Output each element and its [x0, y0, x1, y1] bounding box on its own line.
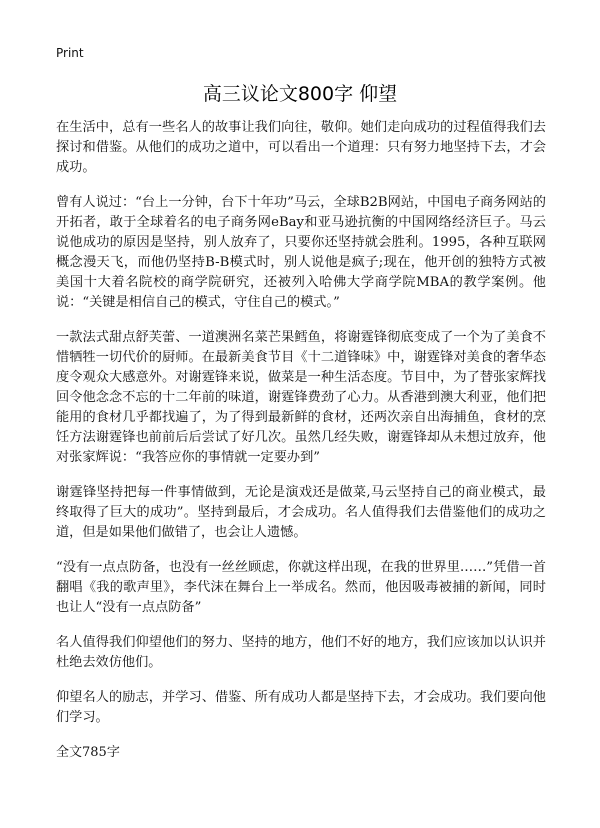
page-title: 高三议论文800字 仰望	[202, 83, 398, 105]
print-link[interactable]: Print	[56, 46, 84, 60]
paragraph-7: 仰望名人的励志，并学习、借鉴、所有成功人都是坚持下去，才会成功。我们要向他们学习。	[56, 690, 546, 725]
article-body	[56, 118, 546, 763]
paragraph-6: 名人值得我们仰望他们的努力、坚持的地方，他们不好的地方，我们应该加以认识并杜绝去效仿他们。	[56, 635, 546, 670]
paragraph-5: “没有一点点防备，也没有一丝丝顾虑，你就这样出现，在我的世界里……”凭借一首翻唱《我的歌声里》，李代沫在舞台上一举成名。然而，他因吸毒被捕的新闻，同时也让人“没有一点点防备”	[56, 560, 546, 615]
paragraph-4: 谢霆锋坚持把每一件事情做到，无论是演戏还是做菜,马云坚持自己的商业模式，最终取得了巨大的成功”。坚持到最后，才会成功。名人值得我们去借鉴他们的成功之道，但是如果他们做错了，也会让人遗憾。	[56, 485, 546, 540]
paragraph-1: 在生活中，总有一些名人的故事让我们向往，敬仰。她们走向成功的过程值得我们去探讨和借鉴。从他们的成功之道中，可以看出一个道理：只有努力地坚持下去，才会成功。	[56, 120, 546, 175]
paragraph-3: 一款法式甜点舒芙蕾、一道澳洲名菜芒果鳕鱼，将谢霆锋彻底变成了一个为了美食不惜牺牲一切代价的厨师。在最新美食节目《十二道锋味》中，谢霆锋对美食的奢华态度令观众大感意外。对谢霆锋来说，做菜是一种生活态度。节目中，为了替张家辉找回令他念念不忘的十二年前的味道，谢霆锋费劲了心力。从香港到澳大利亚，他们把能用的食材几乎都找遍了，为了得到最新鲜的食材，还两次亲自出海捕鱼，食材的烹饪方法谢霆锋也前前后后尝试了好几次。虽然几经失败，谢霆锋却从未想过放弃，他对张家辉说：“我答应你的事情就一定要办到”	[56, 330, 546, 465]
word-count: 全文785字	[56, 745, 120, 760]
paragraph-2: 曾有人说过：“台上一分钟，台下十年功”马云，全球B2B网站，中国电子商务网站的开拓者，敢于全球着名的电子商务网eBay和亚马逊抗衡的中国网络经济巨子。马云说他成功的原因是坚持，别人放弃了，只要你还坚持就会胜利。1995，各种互联网概念漫天飞，而他仍坚持B-B模式时，别人说他是疯子;现在，他开创的独特方式被美国十大着名院校的商学院研究，还被列入哈佛大学商学院MBA的教学案例。他说：“关键是相信自己的模式，守住自己的模式。”	[56, 195, 546, 310]
